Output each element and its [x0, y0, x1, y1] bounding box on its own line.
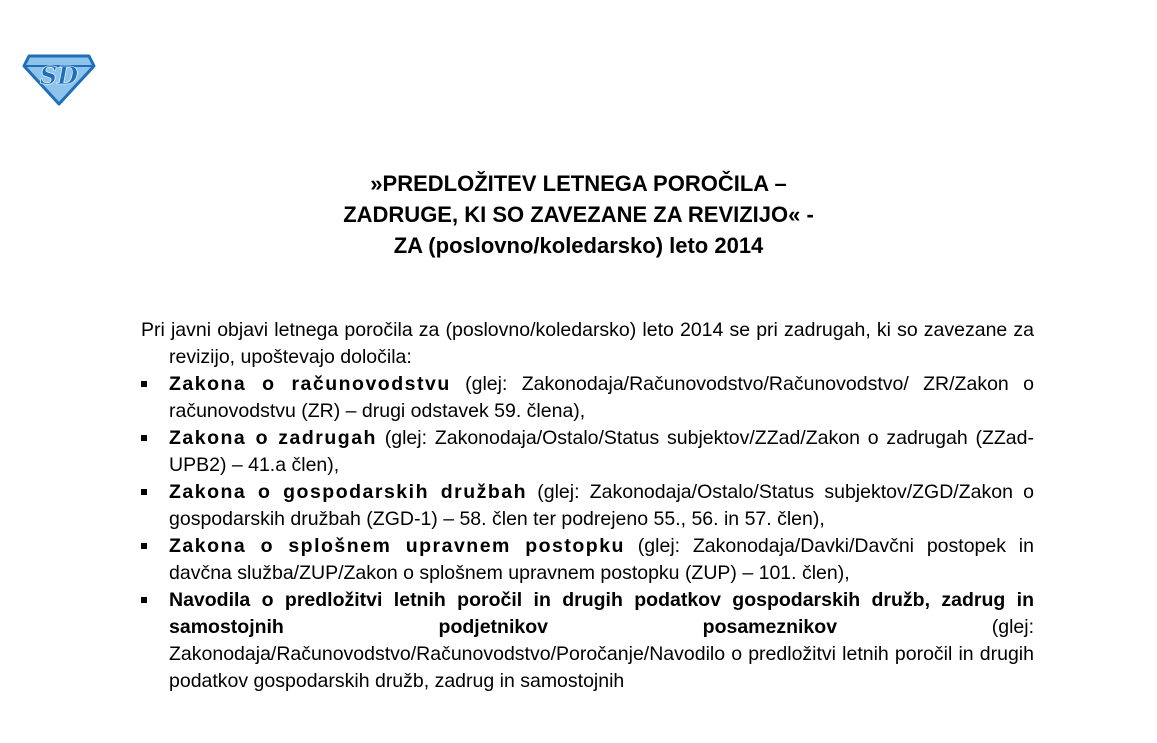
square-bullet-icon: [141, 543, 147, 549]
law-reference: (glej: Zakonodaja/Računovodstvo/Računovodstvo/Poročanje/Navodilo o predložitvi letnih poročil in drugih podatkov gospodarskih družb, zadrug in samostojnih: [169, 616, 1035, 692]
law-name: Zakona o gospodarskih družbah: [169, 481, 528, 503]
title-line-3: ZA (poslovno/koledarsko) leto 2014: [393, 233, 764, 258]
law-reference: (glej: Zakonodaja/Ostalo/Status subjektov/ZZad/Zakon o zadrugah (ZZad-UPB2) – 41.a člen),: [169, 427, 1034, 476]
law-item-zzad: [141, 425, 1034, 479]
law-name: Zakona o splošnem upravnem postopku: [169, 535, 625, 557]
law-item-navodilo: [141, 587, 1034, 695]
sd-shield-logo-icon: [22, 50, 96, 106]
law-item-zgd: [141, 479, 1034, 533]
law-name: Zakona o zadrugah: [169, 427, 377, 449]
law-reference: (glej: Zakonodaja/Ostalo/Status subjektov/ZGD/Zakon o gospodarskih družbah (ZGD-1) – 58. člen ter podrejeno 55., 56. in 57. člen),: [169, 481, 1034, 530]
law-reference: (glej: Zakonodaja/Računovodstvo/Računovodstvo/ ZR/Zakon o računovodstvu (ZR) – drugi odstavek 59. člena),: [169, 373, 1034, 422]
document-title: [0, 168, 1157, 261]
square-bullet-icon: [141, 381, 147, 387]
intro-paragraph: Pri javni objavi letnega poročila za (poslovno/koledarsko) leto 2014 se pri zadrugah, ki so zavezane za revizijo, upoštevajo določila:: [141, 319, 1034, 368]
title-line-2: ZADRUGE, KI SO ZAVEZANE ZA REVIZIJO« -: [343, 202, 814, 227]
law-name: Zakona o računovodstvu: [169, 373, 451, 395]
title-line-1: »PREDLOŽITEV LETNEGA POROČILA –: [370, 171, 787, 196]
law-name: Navodila o predložitvi letnih poročil in drugih podatkov gospodarskih družb, zadrug in samostojnih podjetnikov posameznikov: [169, 589, 1034, 638]
square-bullet-icon: [141, 489, 147, 495]
law-item-zr: [141, 371, 1034, 425]
document-body: [141, 317, 1034, 695]
law-list: [141, 371, 1034, 695]
logo-letters: SD: [39, 61, 79, 90]
square-bullet-icon: [141, 597, 147, 603]
law-item-zup: [141, 533, 1034, 587]
square-bullet-icon: [141, 435, 147, 441]
law-reference: (glej: Zakonodaja/Davki/Davčni postopek in davčna služba/ZUP/Zakon o splošnem upravnem postopku (ZUP) – 101. člen),: [169, 535, 1034, 584]
